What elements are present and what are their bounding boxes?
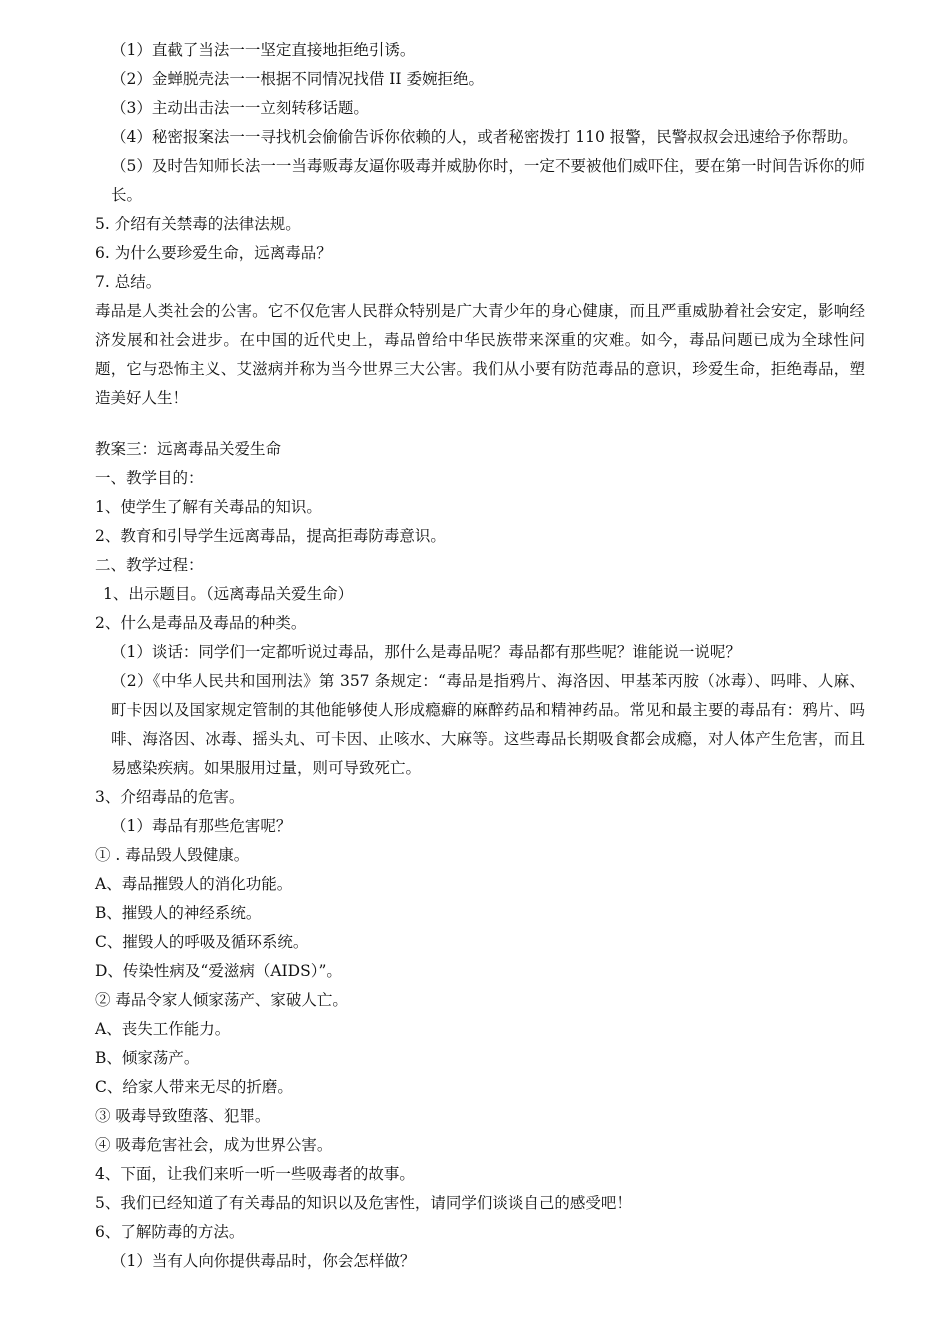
process-step-6: 6、了解防毒的方法。 <box>95 1223 245 1241</box>
harm-2-a: A、丧失工作能力。 <box>95 1020 231 1038</box>
harm-1-c: C、摧毁人的呼吸及循环系统。 <box>95 933 309 951</box>
harm-2-c: C、给家人带来无尽的折磨。 <box>95 1078 293 1096</box>
process-step-6-1: （1）当有人向你提供毒品时，你会怎样做？ <box>111 1252 416 1270</box>
process-step-5: 5、我们已经知道了有关毒品的知识以及危害性，请同学们谈谈自己的感受吧！ <box>95 1194 632 1212</box>
method-2: （2）金蝉脱壳法一一根据不同情况找借 II 委婉拒绝。 <box>111 70 484 88</box>
method-4: （4）秘密报案法一一寻找机会偷偷告诉你依赖的人，或者秘密拨打 110 报警，民警叔叔会迅速给予你帮助。 <box>111 128 858 146</box>
step-7: 7. 总结。 <box>95 273 162 291</box>
goals-heading: 一、教学目的： <box>95 469 204 487</box>
document-body <box>95 36 865 1276</box>
process-step-3-1: （1）毒品有那些危害呢？ <box>111 817 292 835</box>
method-5: （5）及时告知师长法一一当毒贩毒友逼你吸毒并威胁你时，一定不要被他们威吓住，要在第一时间告诉你的师长。 <box>111 157 865 204</box>
harm-2-b: B、倾家荡产。 <box>95 1049 200 1067</box>
method-1: （1）直截了当法一一坚定直接地拒绝引诱。 <box>111 41 416 59</box>
goal-1: 1、使学生了解有关毒品的知识。 <box>95 498 322 516</box>
harm-4: ④ 吸毒危害社会，成为世界公害。 <box>95 1136 333 1154</box>
process-step-2-1: （1）谈话：同学们一定都听说过毒品，那什么是毒品呢？毒品都有那些呢？谁能说一说呢？ <box>111 643 741 661</box>
harm-1-d: D、传染性病及“爱滋病（AIDS）”。 <box>95 962 342 980</box>
process-step-2-2: （2）《中华人民共和国刑法》第 357 条规定：“毒品是指鸦片、海洛因、甲基苯丙胺（冰毒）、吗啡、人麻、町卡因以及国家规定管制的其他能够使人形成瘾癖的麻醉药品和精神药品。常见和最主要的毒品有：鸦片、吗啡、海洛因、冰毒、摇头丸、可卡因、止咳水、大麻等。这些毒品长期吸食都会成瘾，对人体产生危害，而且易感染疾病。如果服用过量，则可导致死亡。 <box>111 672 865 777</box>
process-step-4: 4、下面，让我们来听一听一些吸毒者的故事。 <box>95 1165 415 1183</box>
section-gap <box>95 413 865 435</box>
process-step-3: 3、介绍毒品的危害。 <box>95 788 245 806</box>
method-3: （3）主动出击法一一立刻转移话题。 <box>111 99 369 117</box>
step-5: 5. 介绍有关禁毒的法律法规。 <box>95 215 301 233</box>
harm-1: ① . 毒品毁人毁健康。 <box>95 846 250 864</box>
goal-2: 2、教育和引导学生远离毒品，提高拒毒防毒意识。 <box>95 527 446 545</box>
process-heading: 二、教学过程： <box>95 556 204 574</box>
process-step-1: 1、出示题目。（远离毒品关爱生命） <box>103 585 354 603</box>
summary-paragraph: 毒品是人类社会的公害。它不仅危害人民群众特别是广大青少年的身心健康，而且严重威胁着社会安定，影响经济发展和社会进步。在中国的近代史上，毒品曾给中华民族带来深重的灾难。如今，毒品问题已成为全球性问题，它与恐怖主义、艾滋病并称为当今世界三大公害。我们从小要有防范毒品的意识，珍爱生命，拒绝毒品，塑造美好人生！ <box>95 302 865 407</box>
harm-1-a: A、毒品摧毁人的消化功能。 <box>95 875 293 893</box>
process-step-2: 2、什么是毒品及毒品的种类。 <box>95 614 307 632</box>
harm-1-b: B、摧毁人的神经系统。 <box>95 904 262 922</box>
harm-3: ③ 吸毒导致堕落、犯罪。 <box>95 1107 271 1125</box>
lesson-title: 教案三：远离毒品关爱生命 <box>95 440 282 458</box>
step-6: 6. 为什么要珍爱生命，远离毒品？ <box>95 244 332 262</box>
harm-2: ② 毒品令家人倾家荡产、家破人亡。 <box>95 991 348 1009</box>
